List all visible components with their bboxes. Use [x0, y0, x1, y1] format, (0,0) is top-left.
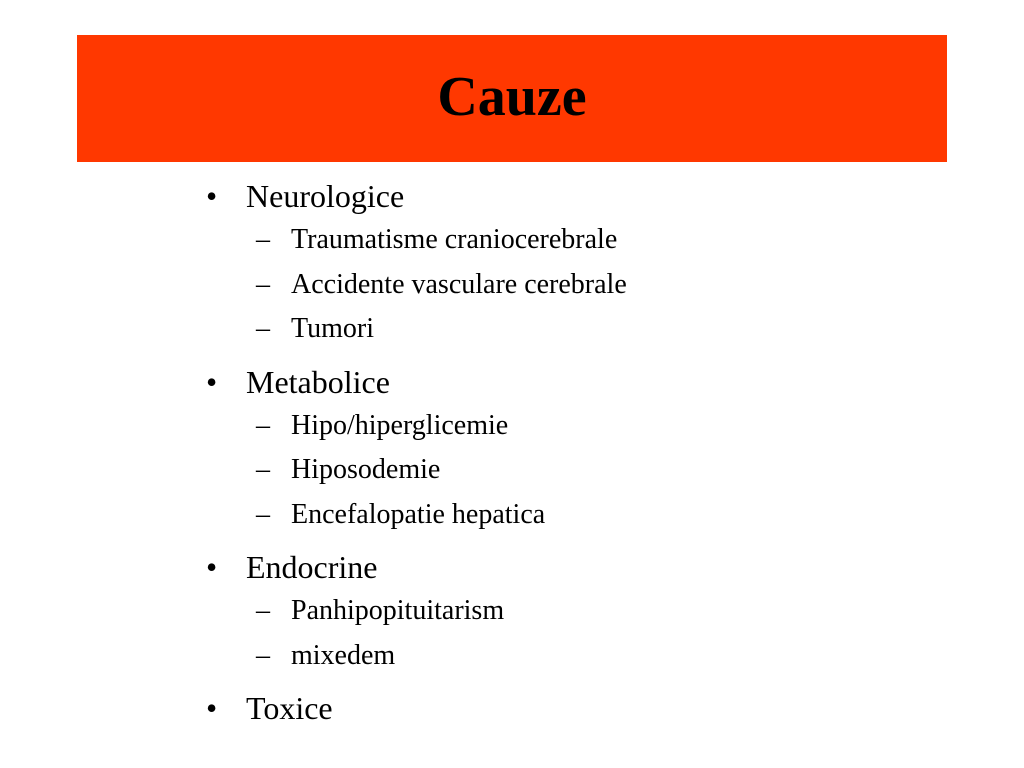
bullet-list	[206, 174, 946, 730]
list-item-label: Toxice	[246, 690, 333, 726]
bullet-marker: •	[206, 178, 218, 214]
sublist-item	[206, 634, 946, 679]
dash-marker: –	[256, 498, 270, 530]
dash-marker: –	[256, 595, 270, 626]
sublist-item-label: Traumatisme craniocerebrale	[291, 224, 618, 255]
dash-marker: –	[256, 224, 270, 255]
sublist-item-label: mixedem	[291, 639, 396, 671]
sublist-item-label: Tumori	[291, 313, 375, 344]
list-item-label: Endocrine	[246, 549, 378, 585]
sublist-item	[206, 589, 946, 634]
sublist-item	[206, 404, 946, 449]
bullet-marker: •	[206, 363, 218, 400]
sublist-item-label: Hiposodemie	[291, 454, 441, 485]
dash-marker: –	[256, 409, 270, 441]
sublist-item	[206, 493, 946, 538]
slide-title: Cauze	[437, 65, 587, 128]
sublist-item	[206, 448, 946, 493]
list-item	[206, 545, 946, 589]
sublist-item-label: Accidente vasculare cerebrale	[291, 268, 627, 300]
sublist	[206, 404, 946, 538]
sublist	[206, 589, 946, 678]
sublist-item-label: Encefalopatie hepatica	[291, 498, 546, 530]
dash-marker: –	[256, 454, 270, 485]
list-item-label: Neurologice	[246, 178, 405, 214]
list-item-label: Metabolice	[246, 363, 390, 400]
sublist-item	[206, 218, 946, 263]
bullet-marker: •	[206, 690, 218, 726]
list-item	[206, 174, 946, 218]
dash-marker: –	[256, 268, 270, 300]
list-item	[206, 360, 946, 404]
sublist-item-label: Panhipopituitarism	[291, 595, 505, 626]
title-bar	[77, 35, 947, 162]
sublist-item-label: Hipo/hiperglicemie	[291, 409, 509, 441]
sublist	[206, 218, 946, 352]
sublist-item	[206, 307, 946, 352]
dash-marker: –	[256, 639, 270, 671]
sublist-item	[206, 263, 946, 308]
bullet-marker: •	[206, 549, 218, 585]
dash-marker: –	[256, 313, 270, 344]
list-item	[206, 686, 946, 730]
